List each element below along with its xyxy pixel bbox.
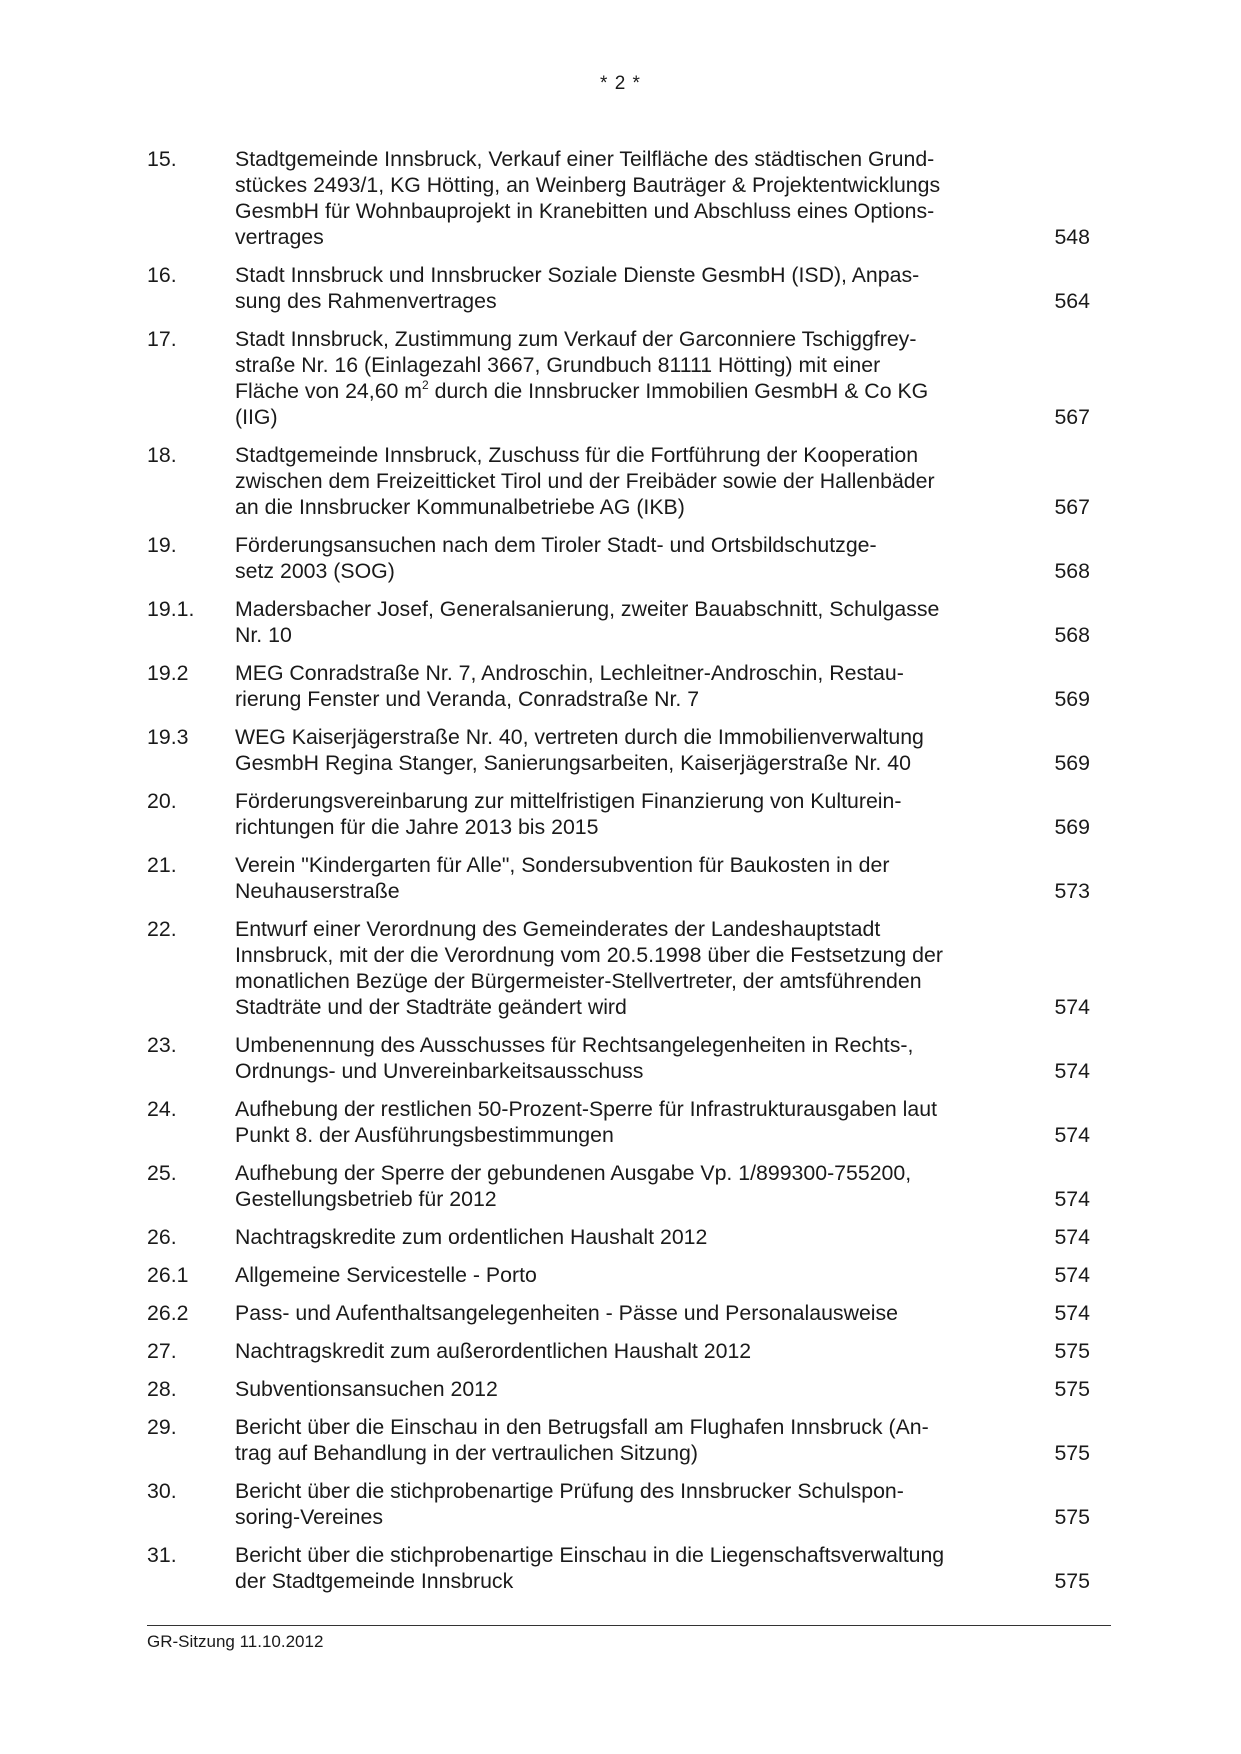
- toc-entry-title: [235, 1032, 997, 1084]
- toc-entry-page: 548: [1054, 225, 1090, 249]
- toc-entry-title: [235, 1376, 997, 1402]
- toc-entry-title-line: zwischen dem Freizeitticket Tirol und der Freibäder sowie der Hallenbäder: [235, 469, 935, 493]
- toc-entry-number: 26.: [147, 1225, 177, 1249]
- toc-entry-number: 26.2: [147, 1301, 189, 1325]
- toc-entry: [147, 1032, 1090, 1084]
- toc-entry-title-line: Umbenennung des Ausschusses für Rechtsangelegenheiten in Rechts-,: [235, 1033, 914, 1057]
- toc-entry-number: 20.: [147, 789, 177, 813]
- toc-entry-page: 574: [1054, 1301, 1090, 1325]
- toc-entry-title-line: WEG Kaiserjägerstraße Nr. 40, vertreten durch die Immobilienverwaltung: [235, 725, 924, 749]
- toc-entry: [147, 1478, 1090, 1530]
- toc-entry-number: 23.: [147, 1033, 177, 1057]
- toc-entry-title: [235, 1160, 997, 1212]
- toc-entry-number: 17.: [147, 327, 177, 351]
- toc-entry-title: [235, 1224, 997, 1250]
- toc-entry-title-line: vertrages: [235, 225, 324, 249]
- title-text: durch die Innsbrucker Immobilien GesmbH & Co KG: [428, 379, 929, 403]
- toc-entry-number: 19.: [147, 533, 177, 557]
- toc-entry-number: 19.3: [147, 725, 189, 749]
- toc-entry-title-line: Allgemeine Servicestelle - Porto: [235, 1263, 537, 1287]
- toc-entry-title: [235, 1096, 997, 1148]
- toc-entry-title-line: Bericht über die stichprobenartige Prüfung des Innsbrucker Schulspon-: [235, 1479, 904, 1503]
- toc-entry: [147, 1160, 1090, 1212]
- toc-entry-page: 574: [1054, 1263, 1090, 1287]
- toc-entry-title-line: Neuhauserstraße: [235, 879, 400, 903]
- toc-entry-number: 27.: [147, 1339, 177, 1363]
- toc-entry-title-line: [235, 378, 997, 404]
- toc-entry-title-line: MEG Conradstraße Nr. 7, Androschin, Lechleitner-Androschin, Restau-: [235, 661, 904, 685]
- toc-entry-title-line: Bericht über die stichprobenartige Einschau in die Liegenschaftsverwaltung: [235, 1543, 945, 1567]
- toc-entry-title-line: Aufhebung der Sperre der gebundenen Ausgabe Vp. 1/899300-755200,: [235, 1161, 912, 1185]
- toc-entry-page: 575: [1054, 1339, 1090, 1363]
- toc-entry: [147, 532, 1090, 584]
- footer-session-date: GR-Sitzung 11.10.2012: [147, 1632, 324, 1651]
- toc-entry: [147, 1300, 1090, 1326]
- toc-entry-title: [235, 442, 997, 520]
- toc-entry-title: [235, 1414, 997, 1466]
- toc-entry-number: 22.: [147, 917, 177, 941]
- toc-entry-title-line: Stadtgemeinde Innsbruck, Verkauf einer Teilfläche des städtischen Grund-: [235, 147, 935, 171]
- toc-entry-title-line: Subventionsansuchen 2012: [235, 1377, 498, 1401]
- toc-entry-title-line: sung des Rahmenvertrages: [235, 289, 497, 313]
- toc-entry-number: 31.: [147, 1543, 177, 1567]
- toc-entry-title-line: Gestellungsbetrieb für 2012: [235, 1187, 497, 1211]
- toc-entry-title: [235, 1262, 997, 1288]
- toc-entry-page: 567: [1054, 495, 1090, 519]
- toc-entry-title: [235, 326, 997, 430]
- toc-entry: [147, 1262, 1090, 1288]
- toc-entry: [147, 1224, 1090, 1250]
- toc-entry-page: 569: [1054, 815, 1090, 839]
- toc-entry-title: [235, 1478, 997, 1530]
- toc-entry-title-line: Bericht über die Einschau in den Betrugsfall am Flughafen Innsbruck (An-: [235, 1415, 929, 1439]
- toc-entry-page: 574: [1054, 1187, 1090, 1211]
- toc-entry-title-line: Stadt Innsbruck, Zustimmung zum Verkauf der Garconniere Tschiggfrey-: [235, 327, 917, 351]
- toc-entry: [147, 1414, 1090, 1466]
- toc-entry-title: [235, 1542, 997, 1594]
- toc-entry-number: 24.: [147, 1097, 177, 1121]
- toc-entry-title-line: Förderungsvereinbarung zur mittelfristigen Finanzierung von Kulturein-: [235, 789, 902, 813]
- toc-entry-title: [235, 660, 997, 712]
- toc-entry-number: 19.1.: [147, 597, 195, 621]
- toc-entry-page: 574: [1054, 1123, 1090, 1147]
- toc-entry-page: 568: [1054, 559, 1090, 583]
- toc-entry-number: 18.: [147, 443, 177, 467]
- toc-entry: [147, 1338, 1090, 1364]
- toc-entry: [147, 326, 1090, 430]
- toc-entry-title-line: Stadträte und der Stadträte geändert wird: [235, 995, 627, 1019]
- toc-entry-title-line: Pass- und Aufenthaltsangelegenheiten - Pässe und Personalausweise: [235, 1301, 899, 1325]
- toc-entry-title-line: Entwurf einer Verordnung des Gemeinderates der Landeshauptstadt: [235, 917, 881, 941]
- toc-entry-page: 575: [1054, 1505, 1090, 1529]
- toc-entry-title-line: Innsbruck, mit der die Verordnung vom 20.5.1998 über die Festsetzung der: [235, 943, 943, 967]
- footer-divider: [147, 1625, 1111, 1626]
- toc-entry-title-line: monatlichen Bezüge der Bürgermeister-Stellvertreter, der amtsführenden: [235, 969, 922, 993]
- toc-entry-page: 574: [1054, 1225, 1090, 1249]
- toc-entry-title: [235, 724, 997, 776]
- toc-entry-title-line: Aufhebung der restlichen 50-Prozent-Sperre für Infrastrukturausgaben laut: [235, 1097, 938, 1121]
- toc-entry-page: 575: [1054, 1377, 1090, 1401]
- toc-entry-title-line: GesmbH für Wohnbauprojekt in Kranebitten und Abschluss eines Options-: [235, 199, 935, 223]
- superscript: 2: [422, 378, 429, 392]
- toc-entry-title: [235, 596, 997, 648]
- toc-entry: [147, 442, 1090, 520]
- toc-entry-title-line: (IIG): [235, 405, 278, 429]
- toc-entry-title-line: setz 2003 (SOG): [235, 559, 395, 583]
- toc-entry-title-line: Stadtgemeinde Innsbruck, Zuschuss für die Fortführung der Kooperation: [235, 443, 919, 467]
- toc-entry-number: 28.: [147, 1377, 177, 1401]
- toc-entry-title-line: Nr. 10: [235, 623, 292, 647]
- toc-entry-page: 574: [1054, 995, 1090, 1019]
- toc-entry-title: [235, 532, 997, 584]
- toc-entry-page: 567: [1054, 405, 1090, 429]
- toc-entry: [147, 1376, 1090, 1402]
- toc-entry-title: [235, 1338, 997, 1364]
- toc-entry-number: 19.2: [147, 661, 189, 685]
- toc-entry-title-line: Nachtragskredite zum ordentlichen Haushalt 2012: [235, 1225, 708, 1249]
- toc-entry: [147, 262, 1090, 314]
- toc-entry: [147, 788, 1090, 840]
- toc-entry-title-line: Punkt 8. der Ausführungsbestimmungen: [235, 1123, 614, 1147]
- toc-entry-number: 21.: [147, 853, 177, 877]
- toc-entry-title-line: der Stadtgemeinde Innsbruck: [235, 1569, 514, 1593]
- page-number: * 2 *: [600, 73, 641, 94]
- toc-entry: [147, 852, 1090, 904]
- toc-entry-number: 29.: [147, 1415, 177, 1439]
- toc-entry: [147, 146, 1090, 250]
- toc-entry-number: 26.1: [147, 1263, 189, 1287]
- toc-entry-number: 25.: [147, 1161, 177, 1185]
- toc-entry-title: [235, 262, 997, 314]
- toc-entry-title-line: an die Innsbrucker Kommunalbetriebe AG (IKB): [235, 495, 685, 519]
- toc-entry-title: [235, 788, 997, 840]
- toc-entry: [147, 916, 1090, 1020]
- toc-entry-number: 15.: [147, 147, 177, 171]
- toc-entry: [147, 596, 1090, 648]
- toc-entry-title-line: Nachtragskredit zum außerordentlichen Haushalt 2012: [235, 1339, 752, 1363]
- toc-entry-title-line: Förderungsansuchen nach dem Tiroler Stadt- und Ortsbildschutzge-: [235, 533, 877, 557]
- toc-entry-title: [235, 1300, 997, 1326]
- toc-entry-page: 564: [1054, 289, 1090, 313]
- toc-entry-title-line: Madersbacher Josef, Generalsanierung, zweiter Bauabschnitt, Schulgasse: [235, 597, 940, 621]
- toc-entry-title: [235, 146, 997, 250]
- toc-entry-title: [235, 916, 997, 1020]
- title-text: Fläche von 24,60 m: [235, 379, 423, 403]
- toc-entry-title-line: GesmbH Regina Stanger, Sanierungsarbeiten, Kaiserjägerstraße Nr. 40: [235, 751, 911, 775]
- toc-entry-page: 573: [1054, 879, 1090, 903]
- toc-entry-page: 569: [1054, 687, 1090, 711]
- toc-entry-title-line: soring-Vereines: [235, 1505, 383, 1529]
- toc-entry-title-line: straße Nr. 16 (Einlagezahl 3667, Grundbuch 81111 Hötting) mit einer: [235, 353, 881, 377]
- toc-entry-page: 568: [1054, 623, 1090, 647]
- toc-entry-title-line: Verein "Kindergarten für Alle", Sondersubvention für Baukosten in der: [235, 853, 890, 877]
- toc-entry-title-line: Stadt Innsbruck und Innsbrucker Soziale Dienste GesmbH (ISD), Anpas-: [235, 263, 920, 287]
- toc-entry: [147, 1096, 1090, 1148]
- toc-entry-page: 569: [1054, 751, 1090, 775]
- toc-entry-title: [235, 852, 997, 904]
- toc-entry-page: 575: [1054, 1569, 1090, 1593]
- toc-entry-page: 575: [1054, 1441, 1090, 1465]
- toc-entry-number: 30.: [147, 1479, 177, 1503]
- toc-entry-number: 16.: [147, 263, 177, 287]
- toc-entry-title-line: rierung Fenster und Veranda, Conradstraße Nr. 7: [235, 687, 700, 711]
- toc-entry-title-line: Ordnungs- und Unvereinbarkeitsausschuss: [235, 1059, 644, 1083]
- toc-entry-title-line: stückes 2493/1, KG Hötting, an Weinberg Bauträger & Projektentwicklungs: [235, 173, 941, 197]
- toc-entry: [147, 724, 1090, 776]
- toc-entry-title-line: trag auf Behandlung in der vertraulichen Sitzung): [235, 1441, 698, 1465]
- toc-entry-page: 574: [1054, 1059, 1090, 1083]
- toc-entry-title-line: richtungen für die Jahre 2013 bis 2015: [235, 815, 599, 839]
- table-of-contents: [147, 146, 1090, 1606]
- toc-entry: [147, 660, 1090, 712]
- toc-entry: [147, 1542, 1090, 1594]
